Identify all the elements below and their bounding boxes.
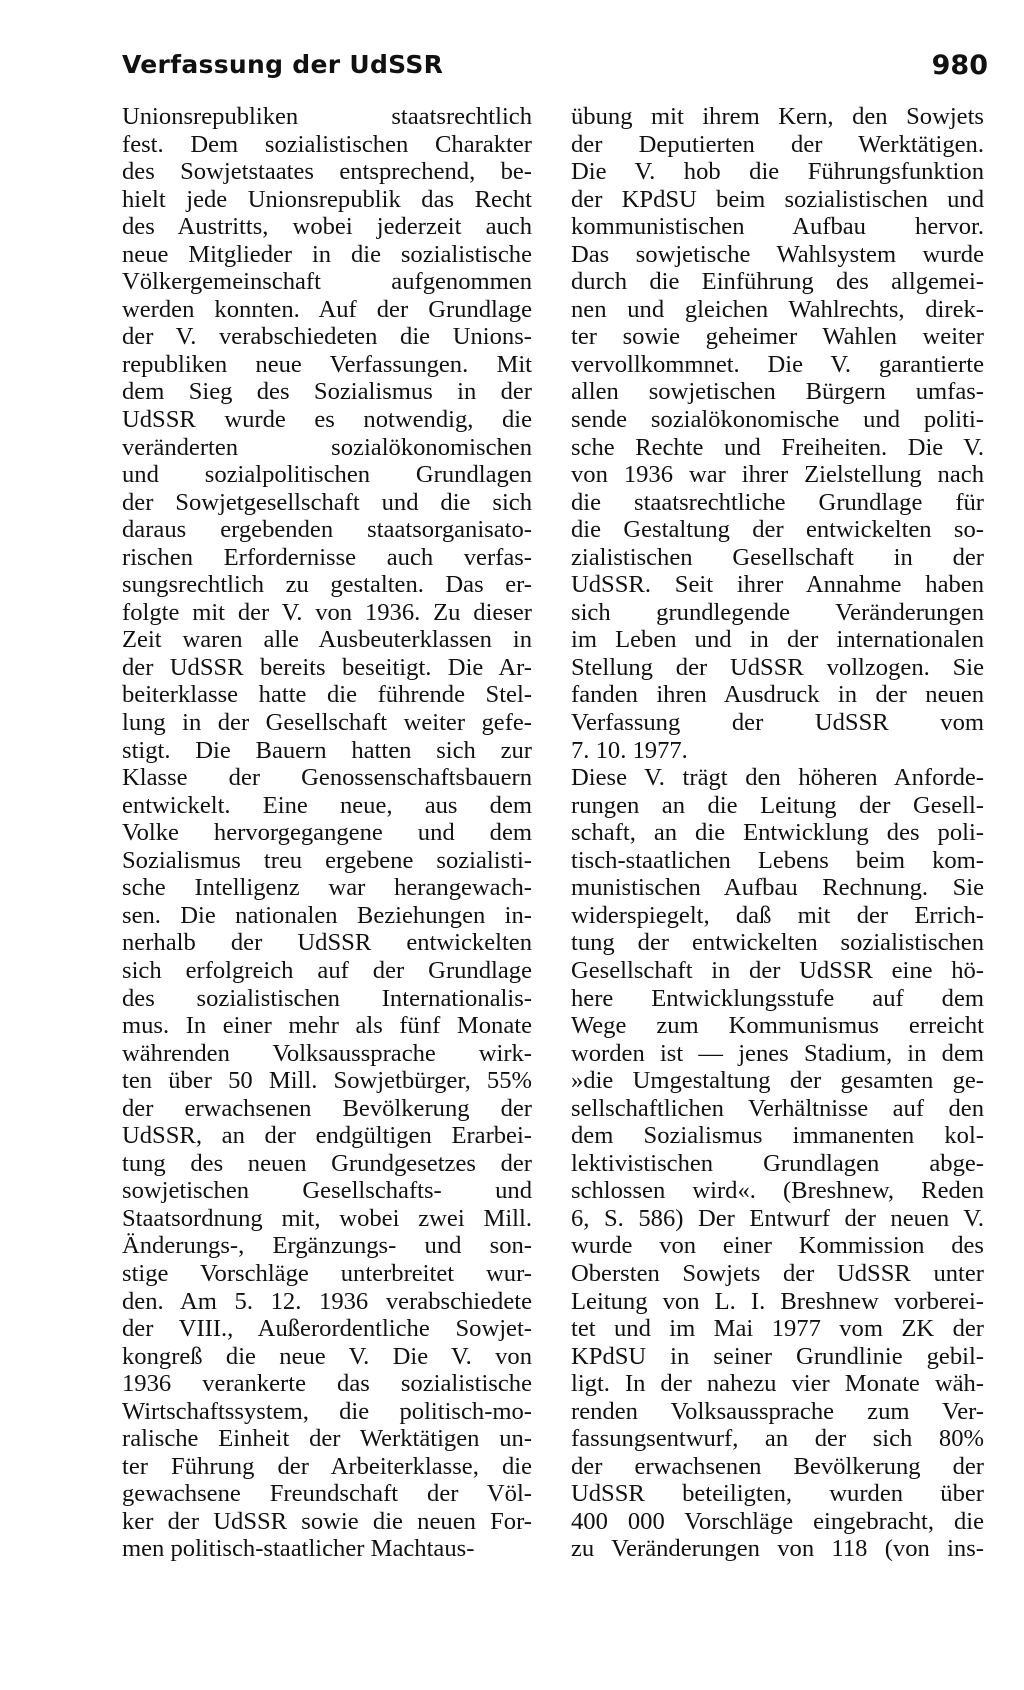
text-line: here Entwicklungsstufe auf dem	[571, 984, 984, 1012]
text-column-right	[571, 103, 984, 1563]
text-line: allen sowjetischen Bürgern umfas-	[571, 378, 984, 406]
text-line: Verfassung der UdSSR vom	[571, 709, 984, 737]
text-line: stige Vorschläge unterbreitet wur-	[122, 1259, 532, 1287]
text-line: Stellung der UdSSR vollzogen. Sie	[571, 653, 984, 681]
text-column-left	[122, 103, 532, 1563]
text-line: vervollkommnet. Die V. garantierte	[571, 350, 984, 378]
text-line: Leitung von L. I. Breshnew vorberei-	[571, 1287, 984, 1315]
text-line: Die V. hob die Führungsfunktion	[571, 158, 984, 186]
text-line: tisch-staatlichen Lebens beim kom-	[571, 846, 984, 874]
text-line: kongreß die neue V. Die V. von	[122, 1342, 532, 1370]
text-line: des sozialistischen Internationalis-	[122, 984, 532, 1012]
text-line: dem Sozialismus immanenten kol-	[571, 1122, 984, 1150]
text-line: zu Veränderungen von 118 (von ins-	[571, 1535, 984, 1563]
text-line: Wirtschaftssystem, die politisch-mo-	[122, 1397, 532, 1425]
text-line: rischen Erfordernisse auch verfas-	[122, 543, 532, 571]
text-line: sich erfolgreich auf der Grundlage	[122, 956, 532, 984]
text-line: die Gestaltung der entwickelten so-	[571, 516, 984, 544]
text-line: daraus ergebenden staatsorganisato-	[122, 516, 532, 544]
text-line: und sozialpolitischen Grundlagen	[122, 461, 532, 489]
text-line: entwickelt. Eine neue, aus dem	[122, 791, 532, 819]
text-line: widerspiegelt, daß mit der Errich-	[571, 901, 984, 929]
text-line: übung mit ihrem Kern, den Sowjets	[571, 103, 984, 130]
text-line: renden Volksaussprache zum Ver-	[571, 1397, 984, 1425]
text-line: gewachsene Freundschaft der Völ-	[122, 1480, 532, 1508]
text-line: ter sowie geheimer Wahlen weiter	[571, 323, 984, 351]
text-line: Völkergemeinschaft aufgenommen	[122, 268, 532, 296]
text-line: ten über 50 Mill. Sowjetbürger, 55%	[122, 1067, 532, 1095]
text-line: Das sowjetische Wahlsystem wurde	[571, 240, 984, 268]
text-line: die staatsrechtliche Grundlage für	[571, 488, 984, 516]
text-line: Obersten Sowjets der UdSSR unter	[571, 1259, 984, 1287]
text-line: währenden Volksaussprache wirk-	[122, 1039, 532, 1067]
text-line: worden ist — jenes Stadium, in dem	[571, 1039, 984, 1067]
text-line: Volke hervorgegangene und dem	[122, 819, 532, 847]
text-line: nen und gleichen Wahlrechts, direk-	[571, 295, 984, 323]
text-line: sche Rechte und Freiheiten. Die V.	[571, 433, 984, 461]
text-line: ralische Einheit der Werktätigen un-	[122, 1425, 532, 1453]
text-line: 7. 10. 1977.	[571, 736, 688, 764]
text-line: 400 000 Vorschläge eingebracht, die	[571, 1507, 984, 1535]
text-line: fanden ihren Ausdruck in der neuen	[571, 681, 984, 709]
text-line: von 1936 war ihrer Zielstellung nach	[571, 461, 984, 489]
text-line: des Sowjetstaates entsprechend, be-	[122, 158, 532, 186]
text-line: ter Führung der Arbeiterklasse, die	[122, 1452, 532, 1480]
text-line: Sozialismus treu ergebene sozialisti-	[122, 846, 532, 874]
text-line: UdSSR beteiligten, wurden über	[571, 1480, 984, 1508]
text-line: republiken neue Verfassungen. Mit	[122, 350, 532, 378]
text-line: mus. In einer mehr als fünf Monate	[122, 1012, 532, 1040]
text-line: des Austritts, wobei jederzeit auch	[122, 213, 532, 241]
text-line: 1936 verankerte das sozialistische	[122, 1370, 532, 1398]
text-line: rungen an die Leitung der Gesell-	[571, 791, 984, 819]
running-header	[122, 50, 988, 90]
text-line: schlossen wird«. (Breshnew, Reden	[571, 1177, 984, 1205]
text-line: der Sowjetgesellschaft und die sich	[122, 488, 532, 516]
text-line: »die Umgestaltung der gesamten ge-	[571, 1067, 984, 1095]
text-line: werden konnten. Auf der Grundlage	[122, 295, 532, 323]
text-line: Änderungs-, Ergänzungs- und son-	[122, 1232, 532, 1260]
text-line: KPdSU in seiner Grundlinie gebil-	[571, 1342, 984, 1370]
text-line: wurde von einer Kommission des	[571, 1232, 984, 1260]
text-line: tung der entwickelten sozialistischen	[571, 929, 984, 957]
text-line: 6, S. 586) Der Entwurf der neuen V.	[571, 1204, 984, 1232]
text-line: Klasse der Genossenschaftsbauern	[122, 764, 532, 792]
text-line: veränderten sozialökonomischen	[122, 433, 532, 461]
text-line: im Leben und in der internationalen	[571, 626, 984, 654]
text-line: UdSSR wurde es notwendig, die	[122, 406, 532, 434]
text-line: Staatsordnung mit, wobei zwei Mill.	[122, 1204, 532, 1232]
page-number: 980	[931, 50, 988, 81]
text-line: Zeit waren alle Ausbeuterklassen in	[122, 626, 532, 654]
text-line: Wege zum Kommunismus erreicht	[571, 1012, 984, 1040]
text-line: beiterklasse hatte die führende Stel-	[122, 681, 532, 709]
text-line: munistischen Aufbau Rechnung. Sie	[571, 874, 984, 902]
text-line: Gesellschaft in der UdSSR eine hö-	[571, 956, 984, 984]
text-line: nerhalb der UdSSR entwickelten	[122, 929, 532, 957]
text-line: sungsrechtlich zu gestalten. Das er-	[122, 571, 532, 599]
text-line: den. Am 5. 12. 1936 verabschiedete	[122, 1287, 532, 1315]
text-line: der VIII., Außerordentliche Sowjet-	[122, 1315, 532, 1343]
text-line: der Deputierten der Werktätigen.	[571, 130, 984, 158]
text-line: Unionsrepubliken staatsrechtlich	[122, 103, 532, 130]
text-line: UdSSR. Seit ihrer Annahme haben	[571, 571, 984, 599]
text-line: Diese V. trägt den höheren Anforde-	[571, 764, 984, 792]
text-line: der erwachsenen Bevölkerung der	[571, 1452, 984, 1480]
text-line: neue Mitglieder in die sozialistische	[122, 240, 532, 268]
text-line: durch die Einführung des allgemei-	[571, 268, 984, 296]
text-line: lung in der Gesellschaft weiter gefe-	[122, 709, 532, 737]
text-line: lektivistischen Grundlagen abge-	[571, 1149, 984, 1177]
text-line: der erwachsenen Bevölkerung der	[122, 1094, 532, 1122]
text-line: tung des neuen Grundgesetzes der	[122, 1149, 532, 1177]
text-line: fest. Dem sozialistischen Charakter	[122, 130, 532, 158]
text-line: sich grundlegende Veränderungen	[571, 598, 984, 626]
text-line: kommunistischen Aufbau hervor.	[571, 213, 984, 241]
text-line: schaft, an die Entwicklung des poli-	[571, 819, 984, 847]
text-line: men politisch-staatlicher Machtaus-	[122, 1535, 475, 1563]
page-header-title: Verfassung der UdSSR	[122, 50, 444, 79]
text-line: fassungsentwurf, an der sich 80%	[571, 1425, 984, 1453]
text-line: sende sozialökonomische und politi-	[571, 406, 984, 434]
text-line: der UdSSR bereits beseitigt. Die Ar-	[122, 653, 532, 681]
text-line: hielt jede Unionsrepublik das Recht	[122, 185, 532, 213]
text-line: der V. verabschiedeten die Unions-	[122, 323, 532, 351]
text-line: sellschaftlichen Verhältnisse auf den	[571, 1094, 984, 1122]
text-line: sche Intelligenz war herangewach-	[122, 874, 532, 902]
text-line: dem Sieg des Sozialismus in der	[122, 378, 532, 406]
text-line: ker der UdSSR sowie die neuen For-	[122, 1507, 532, 1535]
text-line: UdSSR, an der endgültigen Erarbei-	[122, 1122, 532, 1150]
text-line: zialistischen Gesellschaft in der	[571, 543, 984, 571]
text-line: stigt. Die Bauern hatten sich zur	[122, 736, 532, 764]
text-line: ligt. In der nahezu vier Monate wäh-	[571, 1370, 984, 1398]
text-line: der KPdSU beim sozialistischen und	[571, 185, 984, 213]
text-line: folgte mit der V. von 1936. Zu dieser	[122, 598, 532, 626]
text-line: sen. Die nationalen Beziehungen in-	[122, 901, 532, 929]
text-line: sowjetischen Gesellschafts- und	[122, 1177, 532, 1205]
text-line: tet und im Mai 1977 vom ZK der	[571, 1315, 984, 1343]
